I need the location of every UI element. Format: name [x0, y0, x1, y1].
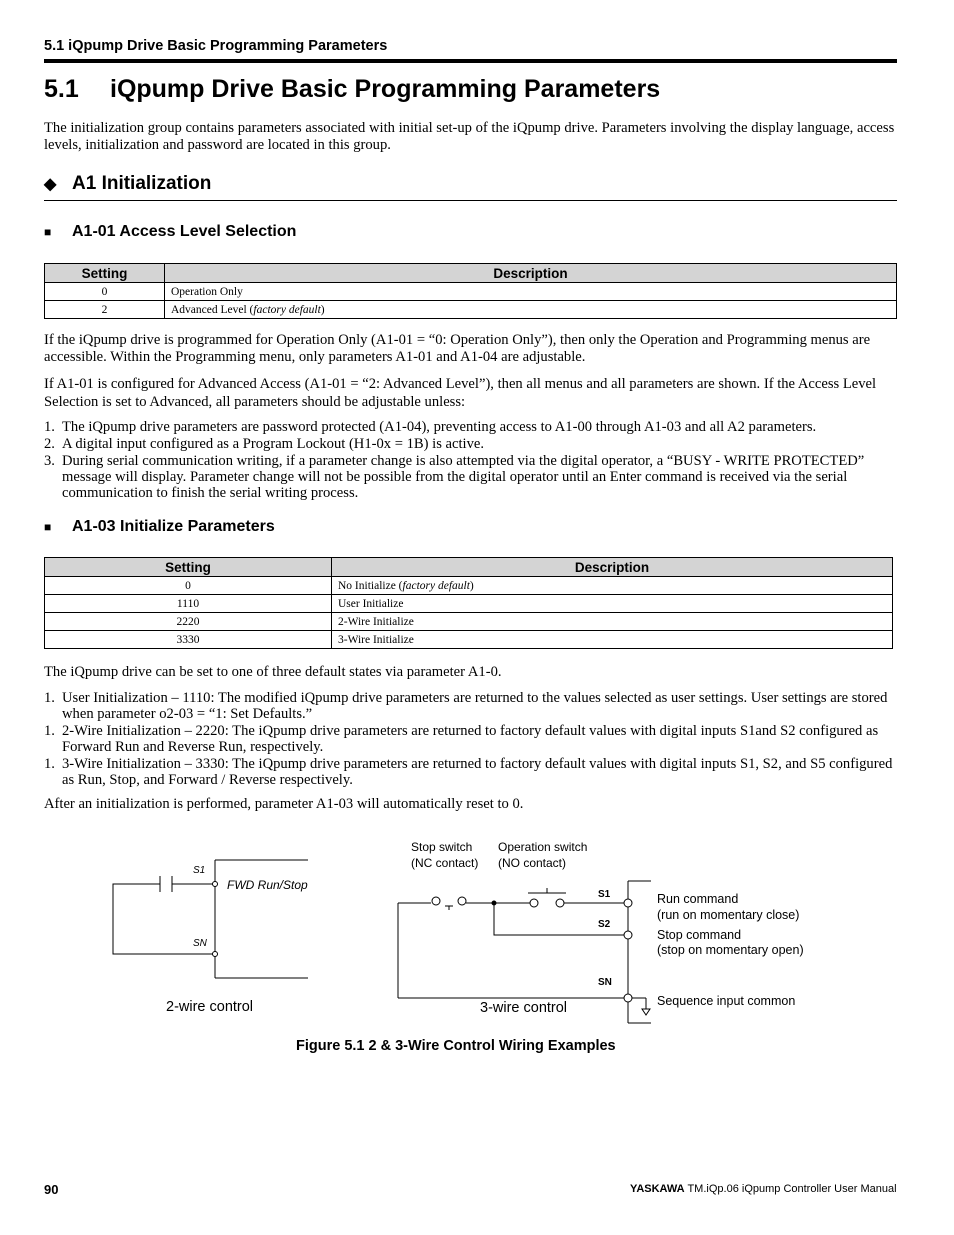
section-title: iQpump Drive Basic Programming Parameters [110, 75, 661, 103]
label-sn: SN [598, 977, 612, 988]
setting-cell: 0 [45, 577, 332, 595]
a103-table [44, 557, 893, 649]
a101-table [44, 263, 897, 319]
table-row [45, 283, 897, 301]
diamond-icon: ◆ [44, 176, 57, 193]
setting-cell: 2 [45, 301, 165, 319]
label-stop-contact: (NC contact) [411, 856, 479, 870]
terminal-sn [213, 952, 218, 957]
operation-switch-contact [530, 899, 538, 907]
description-cell: User Initialize [332, 595, 893, 613]
section-number: 5.1 [44, 75, 79, 103]
table-row [45, 613, 893, 631]
footer-brand: YASKAWA [630, 1183, 685, 1195]
stop-switch-contact [458, 897, 466, 905]
footer-manual [630, 1183, 897, 1195]
description-cell: No Initialize (factory default) [332, 577, 893, 595]
terminal-sn [624, 994, 632, 1002]
label-run-note: (run on momentary close) [657, 908, 800, 922]
label-s1: S1 [193, 865, 206, 876]
label-fwd: FWD Run/Stop [227, 878, 308, 892]
operation-switch-contact [556, 899, 564, 907]
description-cell: 3-Wire Initialize [332, 631, 893, 649]
label-s2: S2 [598, 919, 611, 930]
table-header-row [45, 558, 893, 577]
setting-cell: 3330 [45, 631, 332, 649]
running-head: 5.1 iQpump Drive Basic Programming Parameters [44, 38, 388, 54]
description-cell: Operation Only [165, 283, 897, 301]
label-run-cmd: Run command [657, 892, 739, 906]
label-s1: S1 [598, 889, 611, 900]
a101-paragraph-2: If A1-01 is configured for Advanced Access (A1-01 = “2: Advanced Level”), then all menus and all parameters are shown. If the Access Level Selection is set to Advanced, all parameters should be adjustable unless: [44, 376, 877, 410]
square-bullet-icon: ■ [44, 225, 52, 239]
column-header-description: Description [165, 264, 897, 283]
page-number: 90 [44, 1182, 59, 1197]
column-header-description: Description [332, 558, 893, 577]
column-header-setting: Setting [45, 558, 332, 577]
description-cell: Advanced Level (factory default) [165, 301, 897, 319]
a101-title: A1-01 Access Level Selection [72, 223, 297, 240]
intro-paragraph: The initialization group contains parameters associated with initial set-up of the iQpump drive. Parameters involving the display language, access levels, initialization and password are located in this group. [44, 120, 895, 153]
label-stop-note: (stop on momentary open) [657, 943, 804, 957]
terminal-s1 [213, 882, 218, 887]
setting-cell: 1110 [45, 595, 332, 613]
table-row [45, 301, 897, 319]
ground-arrow-icon [642, 1009, 650, 1015]
setting-cell: 0 [45, 283, 165, 301]
label-op-switch: Operation switch [498, 840, 588, 854]
label-stop-switch: Stop switch [411, 840, 473, 854]
three-wire-caption: 3-wire control [480, 1000, 568, 1016]
label-sn: SN [193, 938, 207, 949]
subsection-title: A1 Initialization [72, 173, 212, 194]
a103-heading [44, 518, 275, 536]
label-op-contact: (NO contact) [498, 856, 567, 870]
a103-paragraph-1: The iQpump drive can be set to one of three default states via parameter A1-0. [44, 664, 502, 680]
table-header-row [45, 264, 897, 283]
header-rule [44, 59, 897, 63]
a103-paragraph-2: After an initialization is performed, parameter A1-03 will automatically reset to 0. [44, 796, 524, 812]
label-seq-common: Sequence input common [657, 994, 796, 1008]
label-stop-cmd: Stop command [657, 928, 742, 942]
terminal-s2 [624, 931, 632, 939]
page-title [44, 75, 660, 104]
square-bullet-icon: ■ [44, 520, 52, 534]
stop-switch-contact [432, 897, 440, 905]
two-wire-caption: 2-wire control [166, 999, 254, 1015]
terminal-s1 [624, 899, 632, 907]
table-row [45, 595, 893, 613]
a103-title: A1-03 Initialize Parameters [72, 518, 275, 535]
subsection-rule [44, 200, 897, 201]
subsection-heading [44, 173, 211, 195]
footer-manual-title: TM.iQp.06 iQpump Controller User Manual [684, 1183, 897, 1195]
table-row [45, 577, 893, 595]
column-header-setting: Setting [45, 264, 165, 283]
setting-cell: 2220 [45, 613, 332, 631]
description-cell: 2-Wire Initialize [332, 613, 893, 631]
table-row [45, 631, 893, 649]
a101-heading [44, 223, 296, 241]
figure-caption: Figure 5.1 2 & 3-Wire Control Wiring Examples [296, 1038, 616, 1054]
a101-paragraph-1: If the iQpump drive is programmed for Operation Only (A1-01 = “0: Operation Only”), then only the Operation and Programming menus are accessible. Within the Programming menu, only parameters A1-01 and A1-04 are adjustable. [44, 332, 871, 365]
wiring-diagram [0, 830, 954, 1030]
